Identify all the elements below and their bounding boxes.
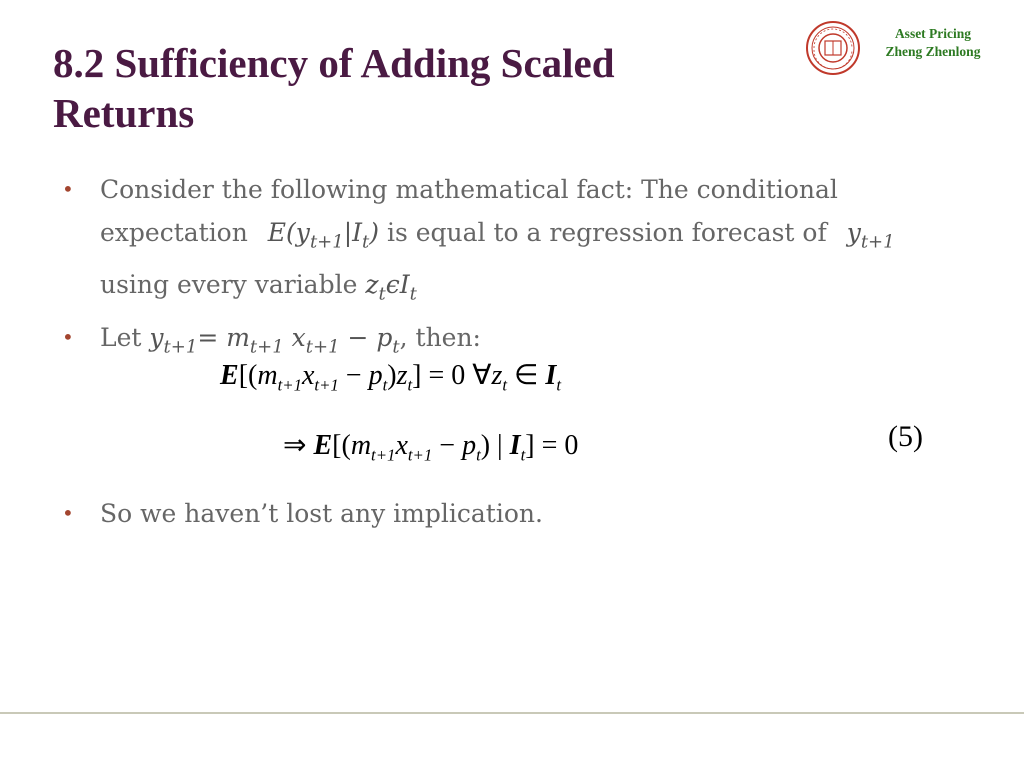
- math-y-next: $y_{t+1}$: [846, 218, 895, 253]
- equation-number: (5): [888, 420, 923, 453]
- math-conditional-expectation: $E(y_{t+1}|I_t)$: [267, 218, 380, 253]
- bullet-1-text-a: Consider the following mathematical fact: The conditional expectation: [100, 175, 838, 247]
- bullet-2-text-a: Let: [100, 322, 142, 352]
- author-name: Zheng Zhenlong: [885, 44, 981, 59]
- bullet-item-1: [62, 168, 982, 316]
- course-name: Asset Pricing: [894, 26, 972, 41]
- bullet-3-text: So we haven’t lost any implication.: [100, 499, 543, 528]
- bullet-1-text-b: is equal to a regression forecast of: [386, 218, 827, 247]
- footer-divider: [0, 712, 1024, 714]
- bullet-dot-icon: •: [62, 177, 74, 201]
- bullet-2-text-b: , then:: [399, 322, 481, 352]
- slide-title: 8.2 Sufficiency of Adding Scaled Returns: [53, 40, 615, 136]
- course-info: [868, 25, 998, 61]
- equation-2: ⇒ $E[(m_{t+1}x_{t+1} - p_t)$ | $I_t] = 0$: [283, 430, 579, 465]
- bullet-item-3: [62, 492, 982, 535]
- bullet-list-2: [62, 492, 982, 535]
- math-z-in-I: $z_t\epsilon I_t$: [365, 270, 417, 305]
- bullet-dot-icon: •: [62, 324, 74, 349]
- university-seal-icon: [805, 20, 861, 76]
- university-logo: [805, 20, 861, 76]
- bullet-1-text-c: using every variable: [100, 270, 358, 300]
- bullet-list: [62, 168, 982, 368]
- math-y-definition: $y_{t+1}= m_{t+1}$ $x_{t+1} - p_t$: [149, 322, 400, 357]
- equation-1: $E[(m_{t+1}x_{t+1} - p_t)z_t] = 0$ $\forall z_t$ ∈ $I_t$: [220, 360, 561, 395]
- bullet-dot-icon: •: [62, 501, 74, 525]
